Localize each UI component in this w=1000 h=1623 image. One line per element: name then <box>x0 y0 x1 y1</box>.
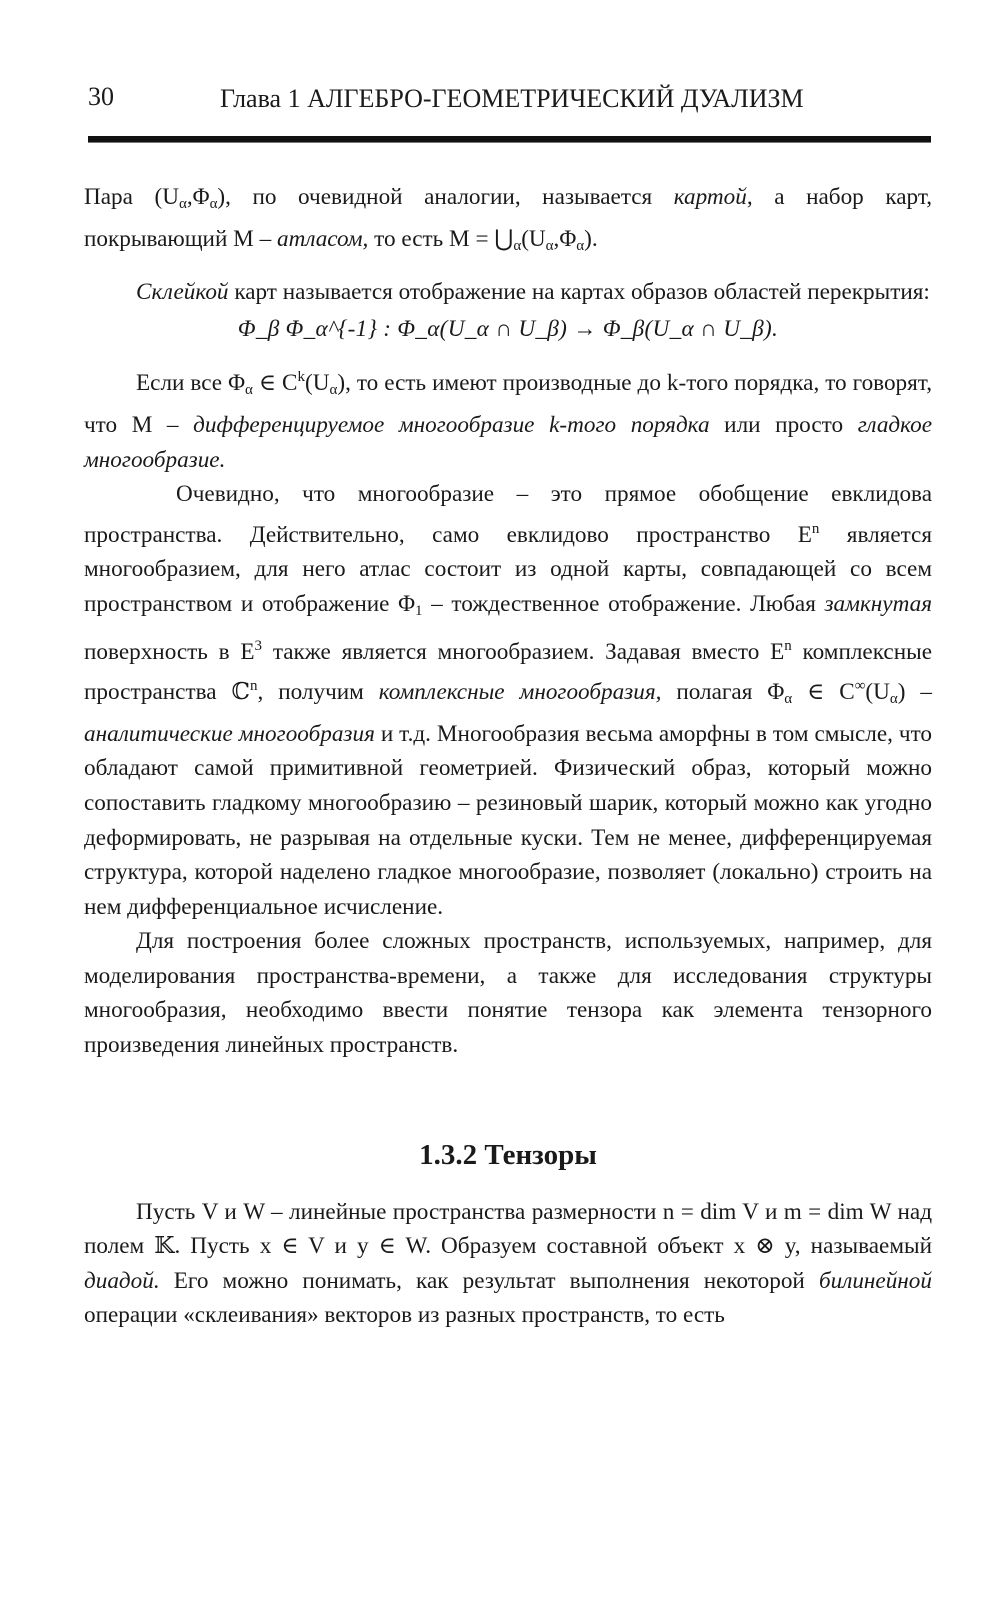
term-gluing: Склейкой <box>136 279 229 306</box>
term-atlas: атласом, <box>276 225 369 252</box>
formula-transition-map: Φ_β Φ_α^{-1} : Φ_α(U_α ∩ U_β) → Φ_β(U_α ∩ U_β). <box>237 315 779 342</box>
term-smooth-manifold: гладкое многообразие. <box>84 411 932 473</box>
page-body <box>84 180 932 1333</box>
paragraph-gluing: Склейкой карт называется отображение на картах образов областей перекрытия: <box>136 279 930 306</box>
term-complex-manifolds: комплексные многообразия, <box>378 679 662 706</box>
paragraph-manifold-examples: Очевидно, что многообразие – это прямое обобщение евклидова пространства. Действительно, само евклидово пространство $E^n$ является многообразием, для него атлас состоит из одной карты, совпадающей со всем пространством и отображение $\Phi_1$ – тождественное отображение. Любая замкнутая поверхность в $E^3$ также является многообразием. Задавая вместо $E^n$ комплексные пространства ℂ$^n$, получим комплексные многообразия, полагая $\Phi_\alpha$ ∈ $C^\infty(U_\alpha)$ – аналитические многообразия и т.д. Многообразия весьма аморфны в том смысле, что обладают самой примитивной геометрией. Физический образ, который можно сопоставить гладкому многообразию – резиновый шарик, который можно как угодно деформировать, не разрывая на отдельные куски. Тем не менее, дифференцируемая структура, которой наделено гладкое многообразие, позволяет (локально) строить на нем дифференциальное исчисление. <box>84 481 933 920</box>
term-dyad: диадой. <box>84 1267 160 1294</box>
paragraph-tensor-intro: Для построения более сложных пространств, используемых, например, для моделирования пространства-времени, а также для исследования структуры многообразия, необходимо ввести понятие тензора как элемента тензорного произведения линейных пространств. <box>84 928 932 1059</box>
header-rule <box>88 136 931 143</box>
term-differentiable-manifold: дифференцируемое многообразие k-того порядка <box>193 411 710 438</box>
section-title: 1.3.2 Тензоры <box>419 1138 597 1171</box>
page-number: 30 <box>88 82 114 111</box>
term-closed: замкнутая <box>824 590 932 617</box>
term-analytic-manifolds: аналитические многообразия <box>84 720 375 747</box>
term-bilinear: билинейной <box>818 1267 932 1294</box>
term-chart: картой <box>673 184 747 210</box>
paragraph-chart-atlas: Пара $(U_\alpha,\Phi_\alpha)$, по очевидной аналогии, называется картой, а набор карт, покрывающий M – атласом, то есть $M = ⋃_\alpha(U_\alpha,\Phi_\alpha)$. <box>84 184 933 254</box>
paragraph-dyad: Пусть V и W – линейные пространства размерности n = dim V и m = dim W над полем 𝕂. Пусть x ∈ V и y ∈ W. Образуем составной объект x ⊗ y, называемый диадой. Его можно понимать, как результат выполнения некоторой билинейной операции «склеивания» векторов из разных пространств, то есть <box>84 1198 932 1329</box>
running-title: Глава 1 АЛГЕБРО-ГЕОМЕТРИЧЕСКИЙ ДУАЛИЗМ <box>220 84 804 113</box>
paragraph-differentiable: Если все $\Phi_\alpha$ ∈ $C^k(U_\alpha)$, то есть имеют производные до k-того порядка, то говорят, что M – дифференцируемое многообразие k-того порядка или просто гладкое многообразие. <box>84 369 932 473</box>
page-header <box>88 82 930 122</box>
